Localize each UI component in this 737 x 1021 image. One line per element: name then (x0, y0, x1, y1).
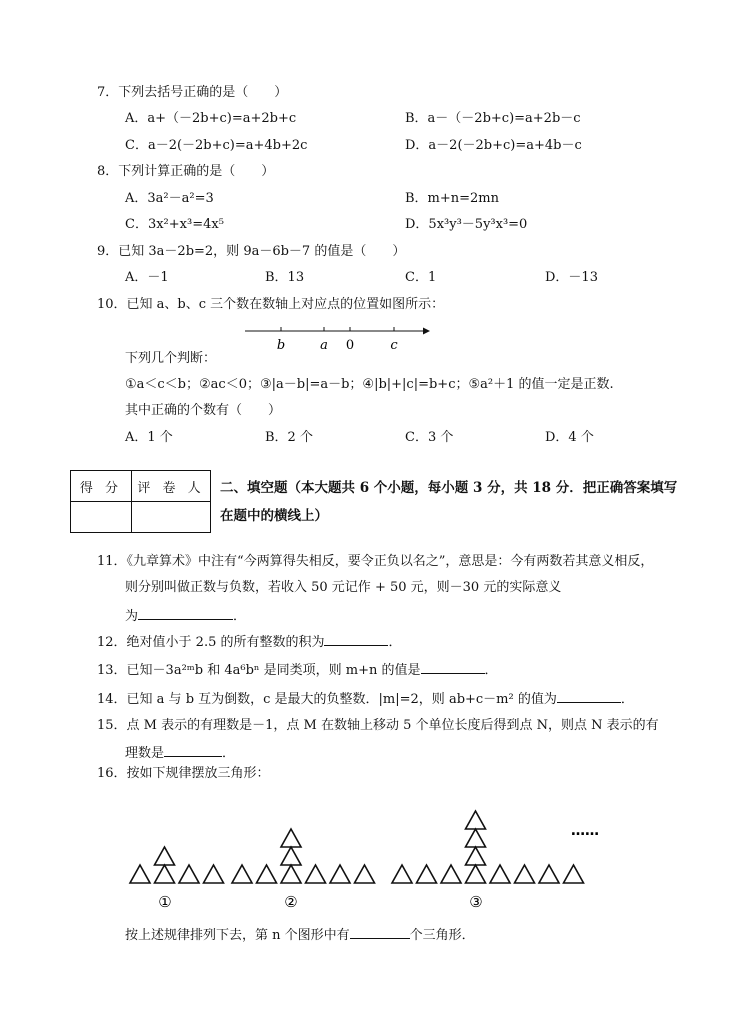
q16-tail (125, 925, 475, 945)
score-cell[interactable] (71, 502, 132, 533)
q7-option-a: A．a+（－2b+c)=a+2b+c (125, 111, 297, 126)
q12-text: 12．绝对值小于 2.5 的所有整数的积为 (97, 635, 325, 650)
figure-1-triangle (130, 865, 150, 883)
figure-1-triangle (155, 847, 175, 865)
figure-label-3: ③ (469, 893, 483, 911)
q11-line3 (125, 606, 246, 626)
q12 (97, 632, 402, 652)
q9-option-c: C．1 (405, 270, 437, 285)
q15-line2 (125, 743, 235, 763)
figure-3-triangle (466, 811, 486, 829)
figure-1-triangle (204, 865, 224, 883)
figure-3-triangle (564, 865, 584, 883)
figure-label-2: ② (284, 893, 298, 911)
continuation-dots: …… (571, 823, 599, 839)
triangle-patterns (125, 785, 605, 920)
figure-2-triangle (257, 865, 277, 883)
q11-line2: 则分别叫做正数与负数，若收入 50 元记作 + 50 元，则－30 元的实际意义 (125, 580, 562, 595)
axis-label-b: b (276, 338, 286, 353)
figure-2-triangle (281, 847, 301, 865)
q14-text: 14．已知 a 与 b 互为倒数，c 是最大的负整数．|m|=2，则 ab+c－m² 的值为 (97, 692, 557, 707)
figure-label-1: ① (158, 893, 172, 911)
grader-cell[interactable] (132, 502, 211, 533)
q9-option-a: A．－1 (125, 270, 169, 285)
q11-line3-text: 为 (125, 609, 139, 624)
section-2-heading: 二、填空题（本大题共 6 个小题，每小题 3 分，共 18 分．把正确答案填写在题中的横线上） (220, 480, 678, 524)
figure-2-triangle (232, 865, 252, 883)
q8-stem: 8．下列计算正确的是（ ） (97, 164, 275, 179)
q9-option-b: B．13 (265, 270, 305, 285)
figure-2-triangle (330, 865, 350, 883)
axis-label-zero: 0 (345, 338, 355, 353)
figure-3-triangle (466, 865, 486, 883)
figure-3-triangle (515, 865, 535, 883)
q15-answer-blank[interactable] (164, 743, 222, 757)
q8-option-c: C．3x²+x³=4x⁵ (125, 217, 224, 232)
q13-period: ． (484, 663, 498, 678)
figure-3-triangle (466, 847, 486, 865)
q7-option-c: C．a－2(－2b+c)=a+4b+2c (125, 138, 308, 153)
q13-text: 13．已知－3a²ᵐb 和 4a⁶bⁿ 是同类项，则 m+n 的值是 (97, 663, 421, 678)
q15-line2-text: 理数是 (125, 746, 165, 761)
q16-stem: 16．按如下规律摆放三角形： (97, 766, 270, 781)
q11-answer-blank[interactable] (138, 606, 233, 620)
q14-period: ． (620, 692, 634, 707)
q10-stem: 10．已知 a、b、c 三个数在数轴上对应点的位置如图所示： (97, 297, 445, 312)
figure-1-triangle (179, 865, 199, 883)
q10-judge-intro: 下列几个判断： (125, 351, 217, 366)
q12-answer-blank[interactable] (324, 632, 388, 646)
figure-1-triangle (155, 865, 175, 883)
q13-answer-blank[interactable] (421, 660, 485, 674)
q10-option-c: C．3 个 (405, 430, 454, 445)
figure-3-triangle (417, 865, 437, 883)
q7-stem: 7．下列去括号正确的是（ ） (97, 85, 288, 100)
q10-judgements: ①a＜c＜b；②ac＜0；③|a－b|=a－b；④|b|+|c|=b+c；⑤a²＋1 的值一定是正数. (125, 377, 614, 392)
q16-tail-end: 个三角形． (409, 928, 475, 943)
q15-period: ． (222, 746, 236, 761)
figure-3-triangle (490, 865, 510, 883)
figure-3-triangle (392, 865, 412, 883)
score-header: 得 分 (71, 471, 132, 502)
q10-option-d: D．4 个 (545, 430, 594, 445)
q16-tail-text: 按上述规律排列下去，第 n 个图形中有 (125, 928, 350, 943)
q7-option-b: B．a－（－2b+c)=a+2b－c (405, 111, 581, 126)
score-table (70, 470, 211, 533)
axis-label-a: a (320, 338, 328, 353)
q11-line1: 11．《九章算术》中注有“今两算得失相反，要令正负以名之”，意思是：今有两数若其意义相反， (97, 554, 654, 569)
number-line (245, 322, 430, 352)
q9-option-d: D．－13 (545, 270, 598, 285)
q8-option-b: B．m+n=2mn (405, 191, 500, 206)
figure-2-triangle (355, 865, 375, 883)
q9-stem: 9．已知 3a－2b=2，则 9a－6b－7 的值是（ ） (97, 244, 406, 259)
grader-header: 评 卷 人 (132, 471, 211, 502)
q11-period: ． (233, 609, 247, 624)
figure-3-triangle (441, 865, 461, 883)
figure-2-triangle (281, 829, 301, 847)
figure-2-triangle (281, 865, 301, 883)
q10-count: 其中正确的个数有（ ） (125, 403, 282, 418)
q8-option-d: D．5x³y³－5y³x³=0 (405, 217, 528, 232)
q12-period: ． (388, 635, 402, 650)
figure-2-triangle (306, 865, 326, 883)
q7-option-d: D．a－2(－2b+c)=a+4b－c (405, 138, 582, 153)
figure-3-triangle (466, 829, 486, 847)
q14 (97, 689, 634, 709)
q15-line1: 15．点 M 表示的有理数是－1，点 M 在数轴上移动 5 个单位长度后得到点 N，则点 N 表示的有 (97, 718, 659, 733)
q8-option-a: A．3a²－a²=3 (125, 191, 214, 206)
q16-answer-blank[interactable] (350, 925, 410, 939)
figure-3-triangle (539, 865, 559, 883)
q14-answer-blank[interactable] (557, 689, 621, 703)
q13 (97, 660, 498, 680)
q10-option-a: A．1 个 (125, 430, 173, 445)
axis-label-c: c (390, 338, 398, 353)
q10-option-b: B．2 个 (265, 430, 313, 445)
